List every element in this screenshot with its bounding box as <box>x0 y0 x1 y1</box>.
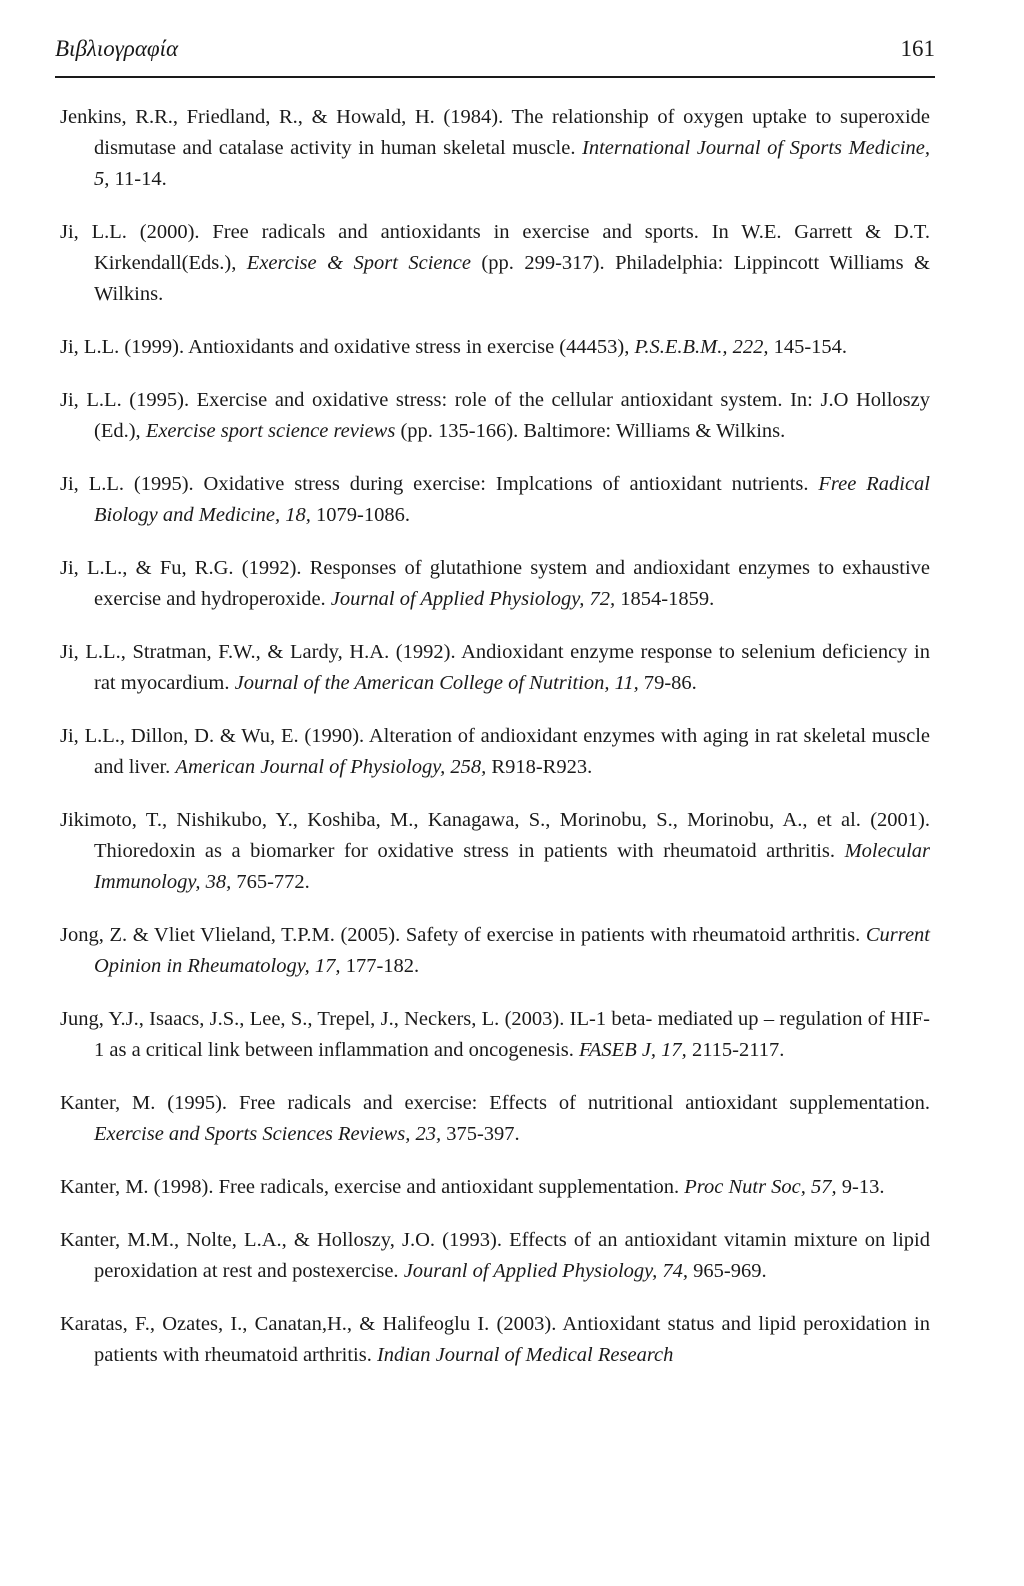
reference-entry <box>60 1225 930 1287</box>
reference-text: Ji, L.L., & Fu, R.G. (1992). Responses of glutathione system and andioxidant enzymes to exhaustive exercise and hydroperoxide. <box>60 557 930 610</box>
reference-entry <box>60 721 930 783</box>
reference-text: Ji, L.L. (2000). Free radicals and antioxidants in exercise and sports. In W.E. Garrett & D.T. Kirkendall(Eds.), <box>60 221 930 274</box>
reference-entry <box>60 1088 930 1150</box>
reference-journal: Molecular Immunology, 38, <box>94 840 930 893</box>
page-header <box>55 36 935 68</box>
reference-text: Jenkins, R.R., Friedland, R., & Howald, H. (1984). The relationship of oxygen uptake to superoxide dismutase and catalase activity in human skeletal muscle. <box>60 106 930 159</box>
reference-pages: (pp. 299-317). Philadelphia: Lippincott Williams & Wilkins. <box>94 252 930 305</box>
reference-entry <box>60 805 930 898</box>
reference-entry <box>60 385 930 447</box>
reference-text: Jung, Y.J., Isaacs, J.S., Lee, S., Trepel, J., Neckers, L. (2003). IL-1 beta- mediated up – regulation of HIF-1 as a critical link between inflammation and oncogenesis. <box>60 1008 930 1061</box>
reference-entry <box>60 1172 930 1203</box>
reference-text: Kanter, M.M., Nolte, L.A., & Holloszy, J.O. (1993). Effects of an antioxidant vitamin mixture on lipid peroxidation at rest and postexercise. <box>60 1229 930 1282</box>
reference-pages: 145-154. <box>768 336 848 358</box>
reference-journal: Journal of Applied Physiology, 72, <box>330 588 616 610</box>
reference-pages: 1079-1086. <box>310 504 410 526</box>
reference-entry <box>60 637 930 699</box>
reference-journal: Indian Journal of Medical Research <box>376 1344 674 1366</box>
reference-journal: International Journal of Sports Medicine, 5, <box>94 137 930 190</box>
reference-pages: R918-R923. <box>486 756 593 778</box>
reference-entry <box>60 553 930 615</box>
reference-text: Ji, L.L. (1995). Oxidative stress during exercise: Implcations of antioxidant nutrients. <box>60 473 819 495</box>
reference-journal: Proc Nutr Soc, 57, <box>684 1176 837 1198</box>
reference-pages: 9-13. <box>836 1176 885 1198</box>
reference-journal: American Journal of Physiology, 258, <box>175 756 487 778</box>
reference-list <box>60 102 930 1393</box>
header-divider <box>55 76 935 78</box>
reference-entry <box>60 1309 930 1371</box>
reference-entry <box>60 102 930 195</box>
page-number: 161 <box>900 36 935 61</box>
reference-journal: Exercise and Sports Sciences Reviews, 23, <box>94 1123 442 1145</box>
reference-entry <box>60 217 930 310</box>
reference-pages: 2115-2117. <box>686 1039 785 1061</box>
reference-journal: Current Opinion in Rheumatology, 17, <box>94 924 930 977</box>
reference-journal: Journal of the American College of Nutrition, 11, <box>234 672 639 694</box>
reference-entry <box>60 920 930 982</box>
reference-pages: 177-182. <box>340 955 420 977</box>
running-header-title: Βιβλιογραφία <box>55 36 179 61</box>
reference-journal: Exercise sport science reviews <box>145 420 396 442</box>
reference-journal: FASEB J, 17, <box>579 1039 687 1061</box>
reference-text: Jikimoto, T., Nishikubo, Y., Koshiba, M., Kanagawa, S., Morinobu, S., Morinobu, A., et al. (2001). Thioredoxin as a biomarker for oxidative stress in patients with rheumatoid arthritis. <box>60 809 930 862</box>
reference-text: Jong, Z. & Vliet Vlieland, T.P.M. (2005). Safety of exercise in patients with rheumatoid arthritis. <box>60 924 866 946</box>
reference-text: Ji, L.L. (1995). Exercise and oxidative stress: role of the cellular antioxidant system. In: J.O Holloszy (Ed.), <box>60 389 930 442</box>
reference-journal: Exercise & Sport Science <box>246 252 471 274</box>
reference-entry <box>60 332 930 363</box>
reference-entry <box>60 1004 930 1066</box>
reference-text: Karatas, F., Ozates, I., Canatan,H., & Halifeoglu I. (2003). Antioxidant status and lipid peroxidation in patients with rheumatoid arthritis. <box>60 1313 930 1366</box>
reference-text: Kanter, M. (1998). Free radicals, exercise and antioxidant supplementation. <box>60 1176 685 1198</box>
reference-text: Ji, L.L., Stratman, F.W., & Lardy, H.A. (1992). Andioxidant enzyme response to selenium deficiency in rat myocardium. <box>60 641 930 694</box>
reference-text: Kanter, M. (1995). Free radicals and exercise: Effects of nutritional antioxidant supplementation. <box>60 1092 930 1114</box>
reference-pages: 765-772. <box>231 871 310 893</box>
reference-journal: Jouranl of Applied Physiology, 74, <box>403 1260 689 1282</box>
reference-pages: 965-969. <box>688 1260 767 1282</box>
reference-text: Ji, L.L. (1999). Antioxidants and oxidative stress in exercise (44453), <box>60 336 635 358</box>
reference-journal: Free Radical Biology and Medicine, 18, <box>94 473 930 526</box>
reference-text: Ji, L.L., Dillon, D. & Wu, E. (1990). Alteration of andioxidant enzymes with aging in rat skeletal muscle and liver. <box>60 725 930 778</box>
reference-pages: (pp. 135-166). Baltimore: Williams & Wilkins. <box>395 420 786 442</box>
reference-entry <box>60 469 930 531</box>
reference-pages: 375-397. <box>441 1123 520 1145</box>
reference-pages: 11-14. <box>109 168 167 190</box>
reference-pages: 1854-1859. <box>615 588 715 610</box>
reference-journal: P.S.E.B.M., 222, <box>634 336 769 358</box>
reference-pages: 79-86. <box>638 672 697 694</box>
